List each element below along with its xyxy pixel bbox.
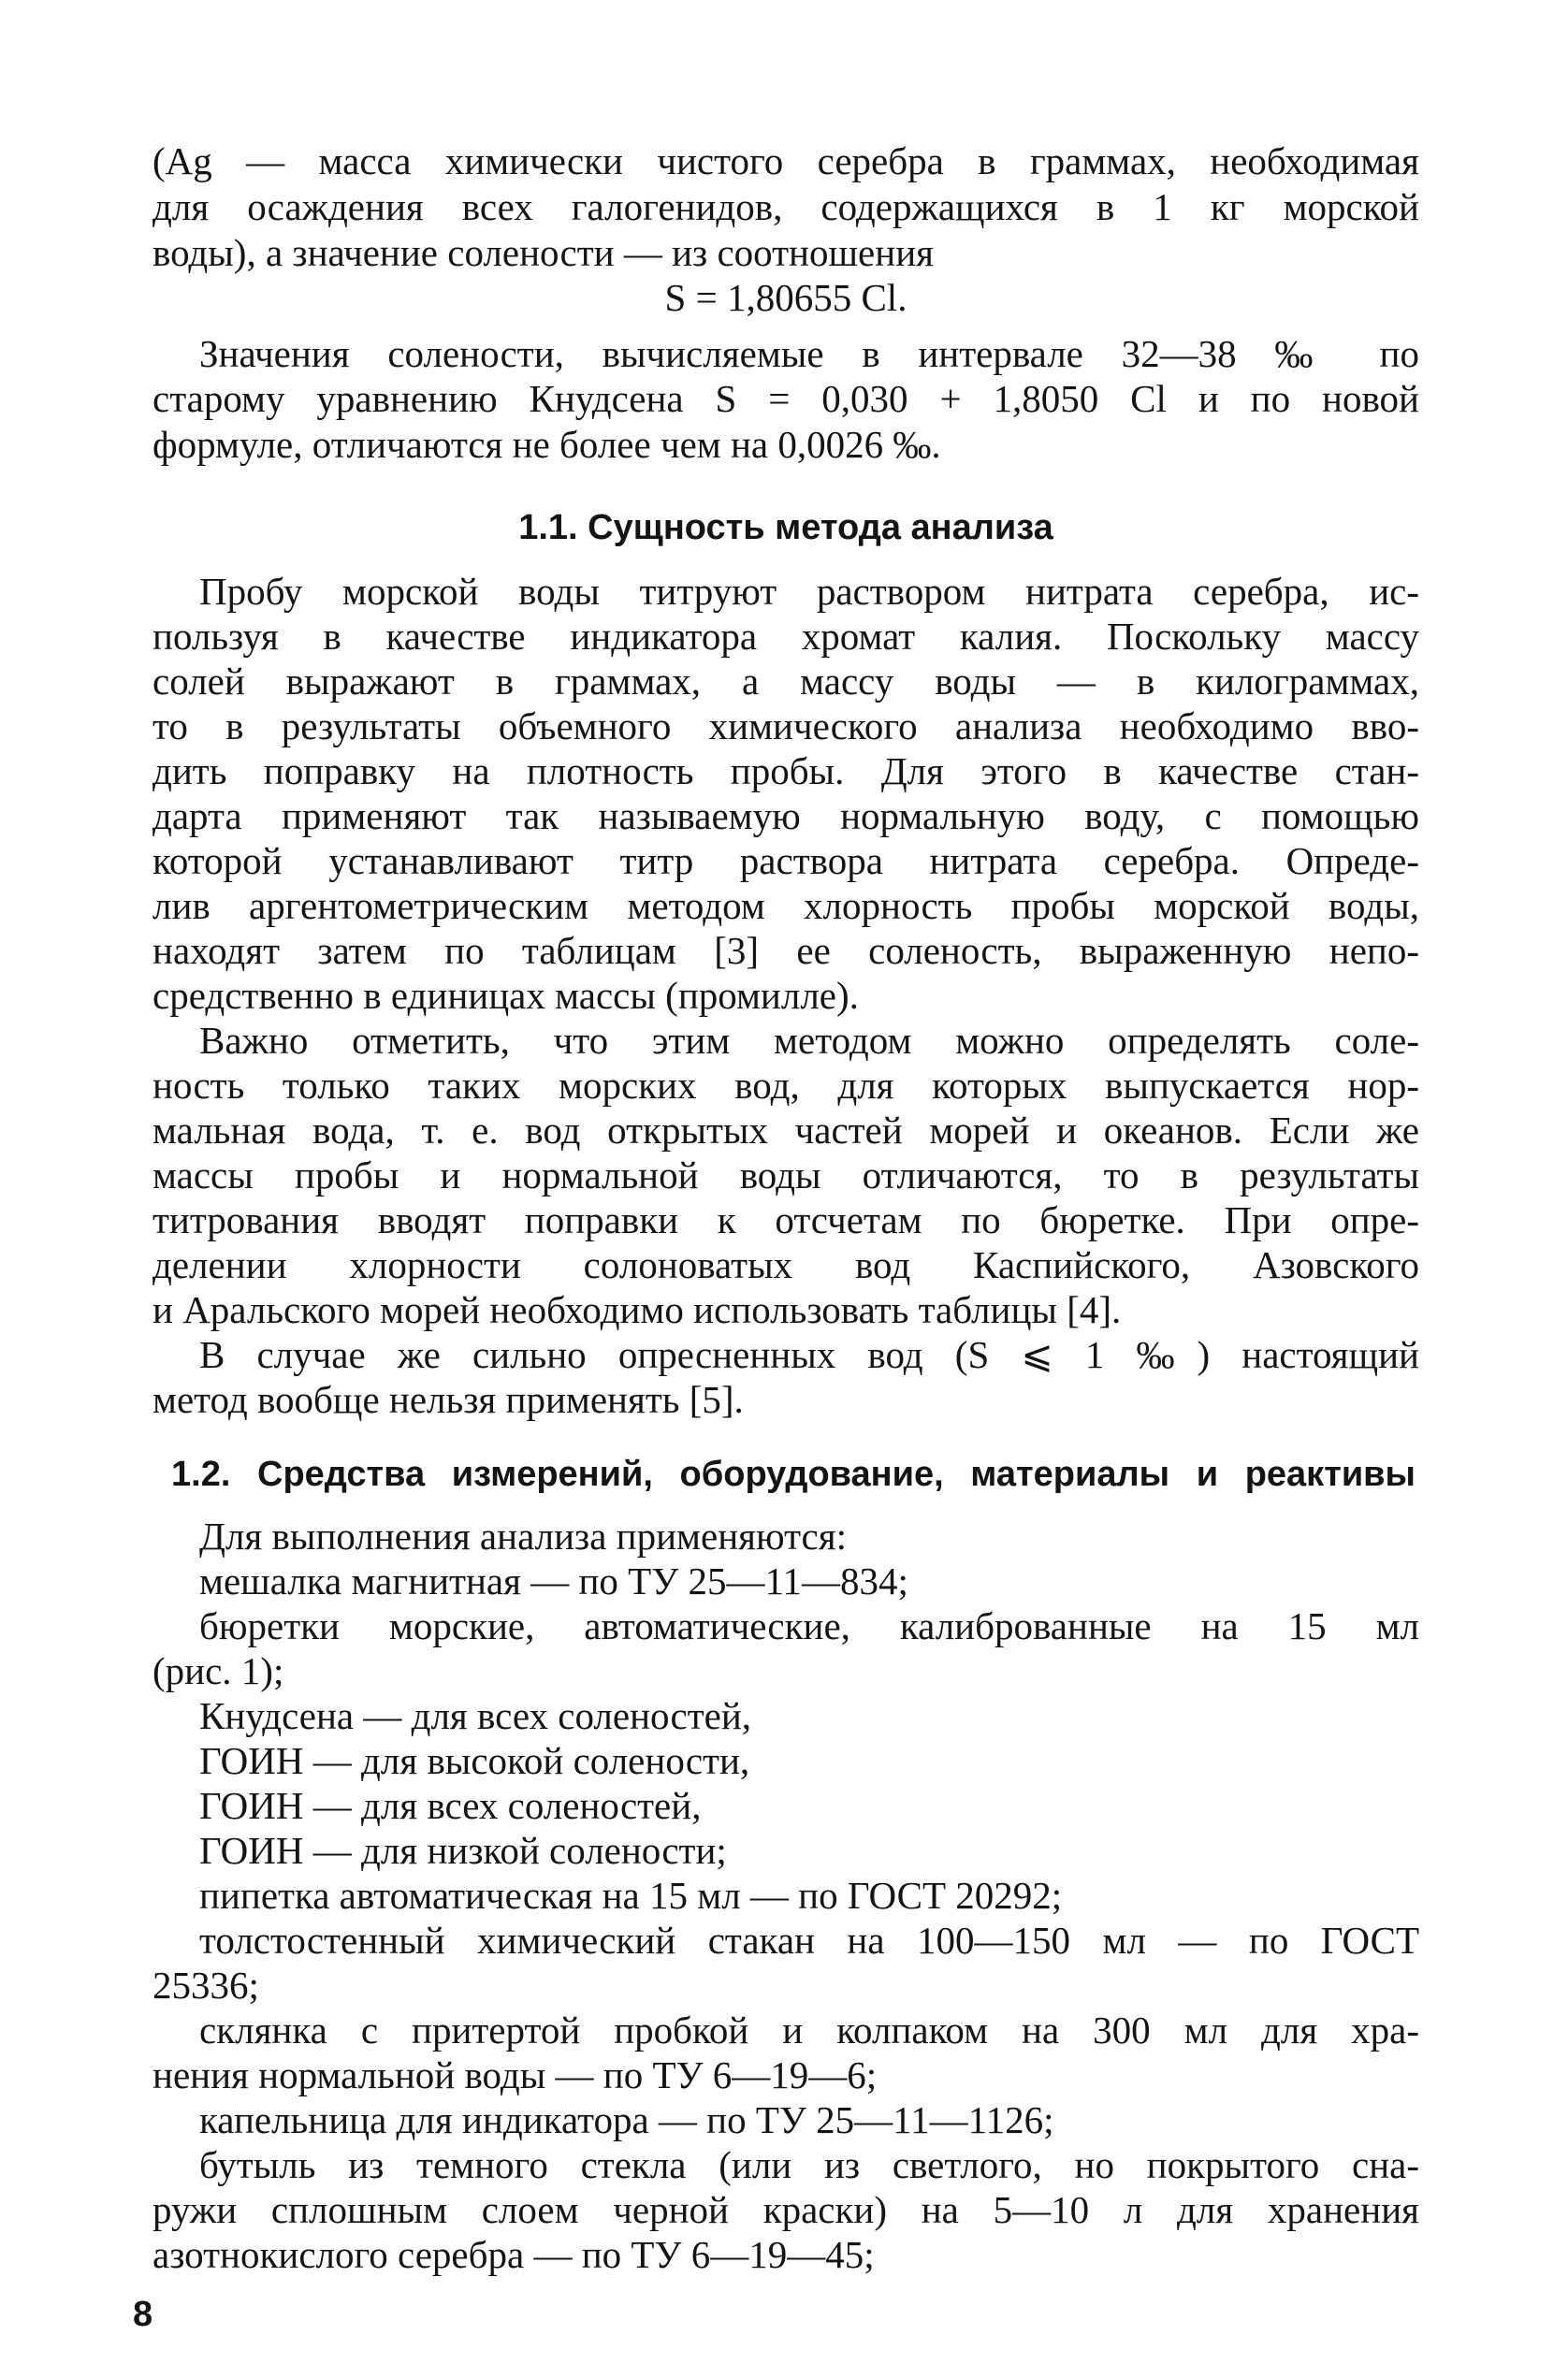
text-line: пользуя в качестве индикатора хромат калия. Поскольку массу bbox=[152, 615, 1419, 658]
text-line: ность только таких морских вод, для которых выпускается нор- bbox=[152, 1064, 1419, 1107]
text-line: которой устанавливают титр раствора нитрата серебра. Опреде- bbox=[152, 839, 1419, 882]
text-line: Важно отметить, что этим методом можно определять соле- bbox=[199, 1019, 1419, 1062]
text-line: титрования вводят поправки к отсчетам по бюретке. При опре- bbox=[152, 1198, 1419, 1241]
text-line: для осаждения всех галогенидов, содержащихся в 1 кг морской bbox=[152, 185, 1419, 228]
text-line: лив аргентометрическим методом хлорность пробы морской воды, bbox=[152, 884, 1419, 927]
text-line: воды), а значение солености — из соотношения bbox=[152, 231, 934, 274]
text-line: делении хлорности солоноватых вод Каспийского, Азовского bbox=[152, 1243, 1419, 1286]
list-line: (рис. 1); bbox=[152, 1649, 284, 1692]
section-heading: 1.2. Средства измерений, оборудование, материалы и реактивы bbox=[171, 1455, 1416, 1494]
text-line: метод вообще нельзя применять [5]. bbox=[152, 1378, 744, 1421]
text-line: старому уравнению Кнудсена S = 0,030 + 1,8050 Cl и по новой bbox=[152, 377, 1419, 420]
list-line: склянка с притертой пробкой и колпаком на 300 мл для хра- bbox=[199, 2009, 1419, 2052]
text-line: солей выражают в граммах, а массу воды — в килограммах, bbox=[152, 660, 1419, 703]
text-line: дить поправку на плотность пробы. Для этого в качестве стан- bbox=[152, 749, 1419, 792]
list-line: мешалка магнитная — по ТУ 25—11—834; bbox=[199, 1559, 908, 1603]
text-line: и Аральского морей необходимо использовать таблицы [4]. bbox=[152, 1288, 1122, 1331]
text-line: массы пробы и нормальной воды отличаются, то в результаты bbox=[152, 1153, 1419, 1197]
list-line: бюретки морские, автоматические, калиброванные на 15 мл bbox=[199, 1604, 1419, 1647]
list-line: ГОИН — для низкой солености; bbox=[199, 1829, 727, 1872]
section-heading: 1.1. Сущность метода анализа bbox=[518, 508, 1053, 547]
text-line: то в результаты объемного химического анализа необходимо вво- bbox=[152, 704, 1419, 747]
list-line: ружи сплошным слоем черной краски) на 5—10 л для хранения bbox=[152, 2188, 1419, 2231]
list-line: Для выполнения анализа применяются: bbox=[199, 1515, 847, 1558]
list-line: Кнудсена — для всех соленостей, bbox=[199, 1694, 752, 1737]
list-line: толстостенный химический стакан на 100—150 мл — по ГОСТ bbox=[199, 1919, 1419, 1962]
text-line: Пробу морской воды титруют раствором нитрата серебра, ис- bbox=[199, 570, 1419, 613]
text-line: средственно в единицах массы (промилле). bbox=[152, 974, 859, 1017]
text-line: В случае же сильно опресненных вод (S ⩽ 1 ‰) настоящий bbox=[199, 1333, 1419, 1376]
text-line: (Ag — масса химически чистого серебра в граммах, необходимая bbox=[152, 139, 1419, 182]
text-line: Значения солености, вычисляемые в интервале 32—38 ‰ по bbox=[199, 332, 1419, 375]
list-line: азотнокислого серебра — по ТУ 6—19—45; bbox=[152, 2233, 875, 2276]
formula: S = 1,80655 Cl. bbox=[664, 276, 907, 319]
list-line: ГОИН — для всех соленостей, bbox=[199, 1784, 702, 1827]
list-line: 25336; bbox=[152, 1964, 259, 2007]
list-line: капельница для индикатора — по ТУ 25—11—1126; bbox=[199, 2098, 1054, 2141]
list-line: нения нормальной воды — по ТУ 6—19—6; bbox=[152, 2053, 878, 2096]
list-line: бутыль из темного стекла (или из светлого, но покрытого сна- bbox=[199, 2143, 1419, 2186]
text-line: находят затем по таблицам [3] ее соленость, выраженную непо- bbox=[152, 929, 1419, 972]
list-line: пипетка автоматическая на 15 мл — по ГОСТ 20292; bbox=[199, 1874, 1063, 1917]
text-line: дарта применяют так называемую нормальную воду, с помощью bbox=[152, 794, 1419, 837]
page-number: 8 bbox=[133, 2295, 153, 2334]
text-line: формуле, отличаются не более чем на 0,0026 ‰. bbox=[152, 423, 941, 466]
list-line: ГОИН — для высокой солености, bbox=[199, 1739, 750, 1782]
text-line: мальная вода, т. е. вод открытых частей морей и океанов. Если же bbox=[152, 1109, 1419, 1152]
